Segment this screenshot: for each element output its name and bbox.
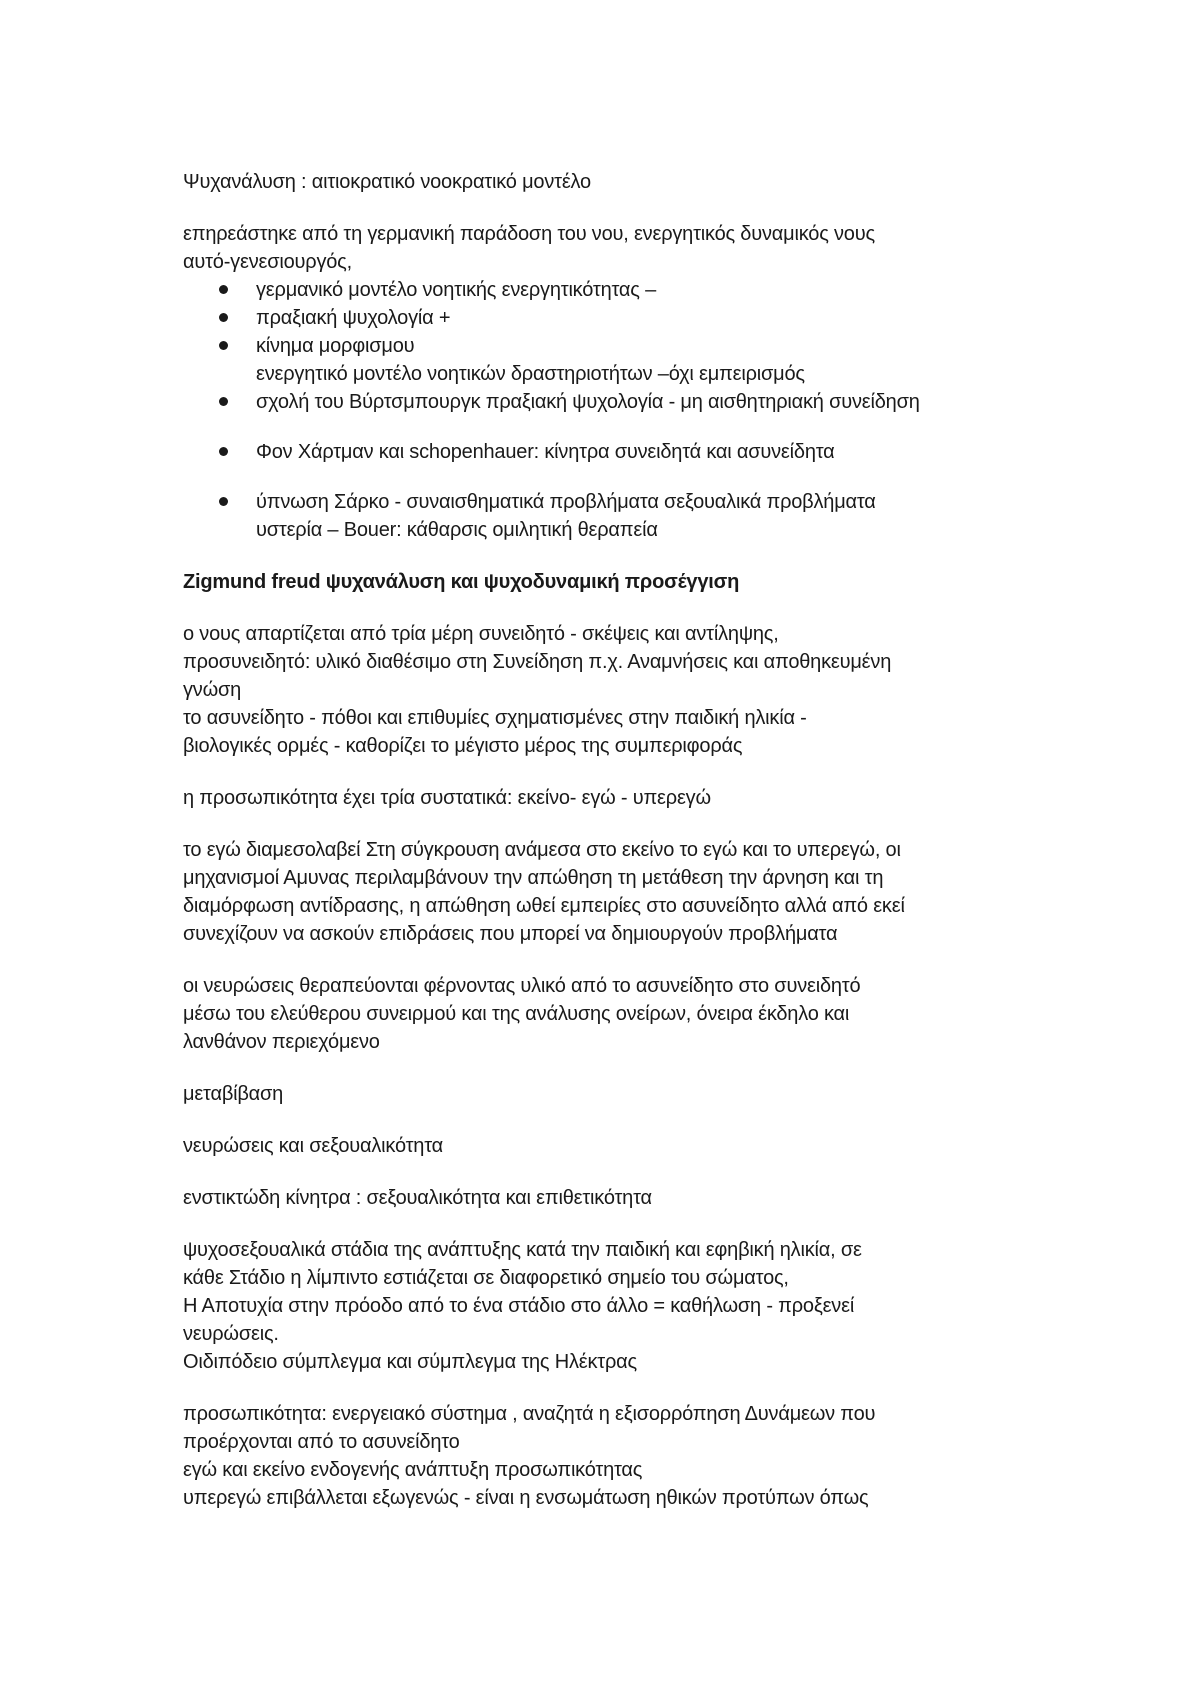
list-item xyxy=(256,438,1043,466)
section-heading: Zigmund freud ψυχανάλυση και ψυχοδυναμική προσέγγιση xyxy=(183,571,740,593)
list-item-text: πραξιακή ψυχολογία + xyxy=(256,307,451,329)
paragraph-line: οι νευρώσεις θεραπεύονται φέρνοντας υλικό από το ασυνείδητο στο συνειδητό xyxy=(183,975,861,997)
document-title: Ψυχανάλυση : αιτιοκρατικό νοοκρατικό μοντέλο xyxy=(183,171,591,193)
paragraph-line: νευρώσεις και σεξουαλικότητα xyxy=(183,1135,444,1157)
bullet-icon xyxy=(219,397,228,406)
paragraph-line: ψυχοσεξουαλικά στάδια της ανάπτυξης κατά την παιδική και εφηβική ηλικία, σε xyxy=(183,1239,862,1261)
intro-line: αυτό-γενεσιουργός, xyxy=(183,251,352,273)
paragraph-line: η προσωπικότητα έχει τρία συστατικά: εκείνο- εγώ - υπερεγώ xyxy=(183,787,711,809)
paragraph-line: ενστικτώδη κίνητρα : σεξουαλικότητα και επιθετικότητα xyxy=(183,1187,652,1209)
paragraph-line: μηχανισμοί Αμυνας περιλαμβάνουν την απώθηση τη μετάθεση την άρνηση και τη xyxy=(183,867,884,889)
paragraph-line: προσυνειδητό: υλικό διαθέσιμο στη Συνείδηση π.χ. Αναμνήσεις και αποθηκευμένη xyxy=(183,651,892,673)
paragraph-line: συνεχίζουν να ασκούν επιδράσεις που μπορεί να δημιουργούν προβλήματα xyxy=(183,923,838,945)
intro-line: επηρεάστηκε από τη γερμανική παράδοση του νου, ενεργητικός δυναμικός νους xyxy=(183,223,875,245)
bullet-icon xyxy=(219,341,228,350)
list-item-text: ενεργητικό μοντέλο νοητικών δραστηριοτήτων –όχι εμπειρισμός xyxy=(256,363,805,385)
paragraph-line: προέρχονται από το ασυνείδητο xyxy=(183,1431,460,1453)
paragraph-line: το ασυνείδητο - πόθοι και επιθυμίες σχηματισμένες στην παιδική ηλικία - xyxy=(183,707,807,729)
paragraph-line: ο νους απαρτίζεται από τρία μέρη συνειδητό - σκέψεις και αντίληψης, xyxy=(183,623,779,645)
paragraph-line: μέσω του ελεύθερου συνειρμού και της ανάλυσης ονείρων, όνειρα έκδηλο και xyxy=(183,1003,850,1025)
paragraph-line: μεταβίβαση xyxy=(183,1083,284,1105)
paragraph-line: γνώση xyxy=(183,679,242,701)
bullet-icon xyxy=(219,313,228,322)
list-item xyxy=(256,332,1043,388)
list-item-text: γερμανικό μοντέλο νοητικής ενεργητικότητας – xyxy=(256,279,656,301)
paragraph-line: υπερεγώ επιβάλλεται εξωγενώς - είναι η ενσωμάτωση ηθικών προτύπων όπως xyxy=(183,1487,869,1509)
list-item xyxy=(256,304,1043,332)
paragraph-line: το εγώ διαμεσολαβεί Στη σύγκρουση ανάμεσα στο εκείνο το εγώ και το υπερεγώ, οι xyxy=(183,839,901,861)
list-item xyxy=(256,488,1043,544)
list-item-text: σχολή του Βύρτσμπουργκ πραξιακή ψυχολογία - μη αισθητηριακή συνείδηση xyxy=(256,391,920,413)
list-item-text: Φον Χάρτμαν και schopenhauer: κίνητρα συνειδητά και ασυνείδητα xyxy=(256,441,835,463)
paragraph-line: κάθε Στάδιο η λίμπιντο εστιάζεται σε διαφορετικό σημείο του σώματος, xyxy=(183,1267,789,1289)
influences-list xyxy=(183,276,1043,544)
paragraph-line: λανθάνον περιεχόμενο xyxy=(183,1031,380,1053)
list-item-text: κίνημα μορφισμου xyxy=(256,335,415,357)
paragraph-line: βιολογικές ορμές - καθορίζει το μέγιστο μέρος της συμπεριφοράς xyxy=(183,735,743,757)
paragraph-line: Η Αποτυχία στην πρόοδο από το ένα στάδιο στο άλλο = καθήλωση - προξενεί xyxy=(183,1295,855,1317)
paragraph-line: προσωπικότητα: ενεργειακό σύστημα , αναζητά η εξισορρόπηση Δυνάμεων που xyxy=(183,1403,876,1425)
list-item-text: ύπνωση Σάρκο - συναισθηματικά προβλήματα σεξουαλικά προβλήματα xyxy=(256,491,876,513)
document-page xyxy=(183,168,1043,1512)
bullet-icon xyxy=(219,497,228,506)
paragraph-line: Οιδιπόδειο σύμπλεγμα και σύμπλεγμα της Ηλέκτρας xyxy=(183,1351,637,1373)
paragraph-line: εγώ και εκείνο ενδογενής ανάπτυξη προσωπικότητας xyxy=(183,1459,643,1481)
bullet-icon xyxy=(219,447,228,456)
list-item-text: υστερία – Bouer: κάθαρσις ομιλητική θεραπεία xyxy=(256,519,658,541)
bullet-icon xyxy=(219,285,228,294)
list-item xyxy=(256,276,1043,304)
paragraph-line: νευρώσεις. xyxy=(183,1323,279,1345)
paragraph-line: διαμόρφωση αντίδρασης, η απώθηση ωθεί εμπειρίες στο ασυνείδητο αλλά από εκεί xyxy=(183,895,905,917)
list-item xyxy=(256,388,1043,416)
